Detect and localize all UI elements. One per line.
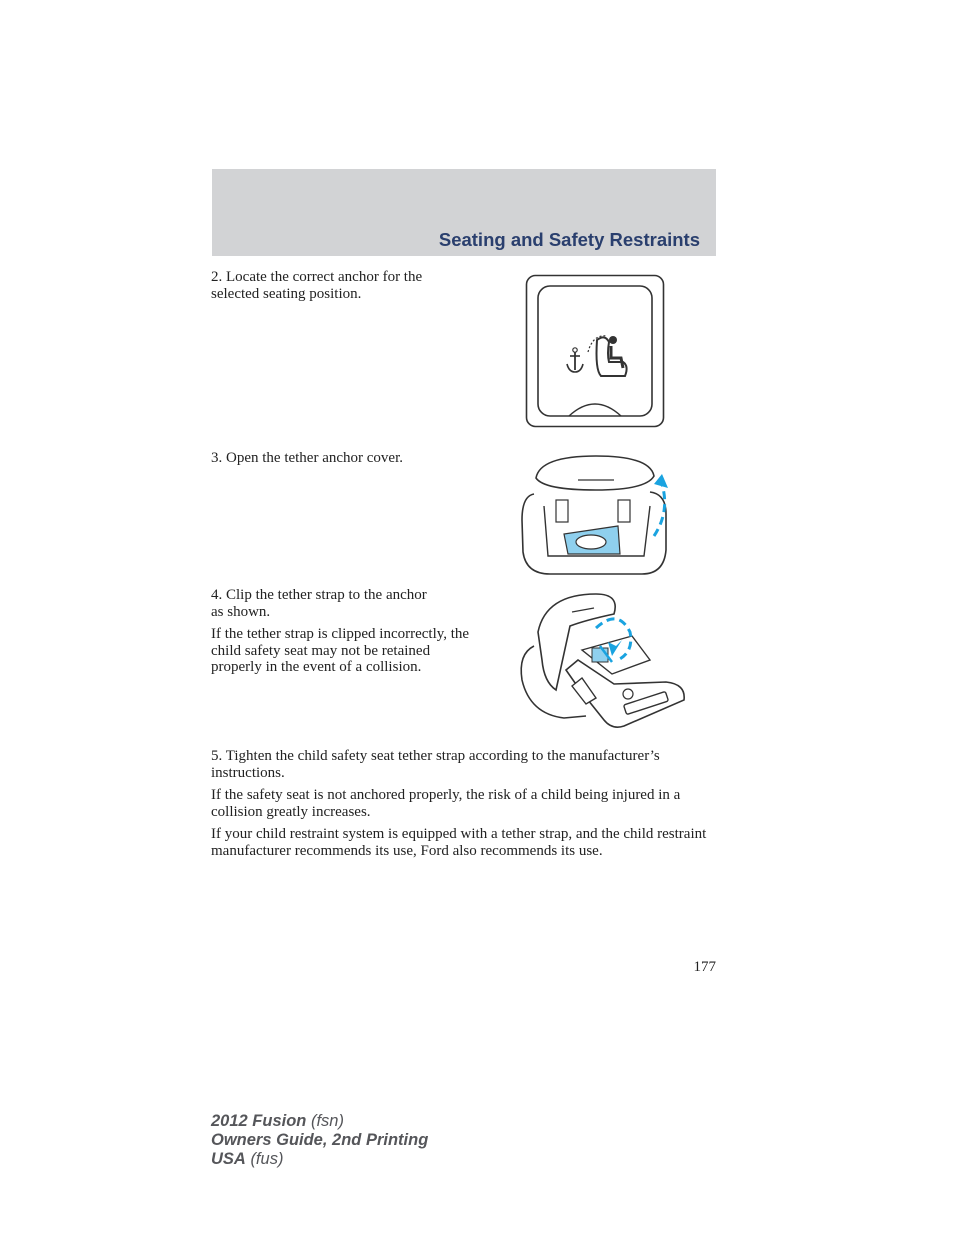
- anchoring-risk-text: If the safety seat is not anchored properly, the risk of a child being injured in a collision greatly increases.: [211, 787, 681, 820]
- step-4-warning-text: If the tether strap is clipped incorrectly, the child safety seat may not be retained properly in the event of a collision.: [211, 626, 470, 675]
- page-number: 177: [693, 959, 716, 975]
- step-4-text: 4. Clip the tether strap to the anchor as shown.: [211, 587, 427, 620]
- footer-region: USA: [211, 1150, 246, 1168]
- step-3-text: 3. Open the tether anchor cover.: [211, 450, 404, 466]
- section-title: Seating and Safety Restraints: [438, 229, 700, 250]
- step-5-text: 5. Tighten the child safety seat tether strap according to the manufacturer’s instructions.: [211, 748, 660, 781]
- document-footer: [211, 1112, 428, 1169]
- footer-region-code: (fus): [250, 1150, 284, 1168]
- footer-line-1: [211, 1112, 428, 1131]
- section-header: [212, 169, 716, 256]
- tether-recommendation-text: If your child restraint system is equipped with a tether strap, and the child restraint manufacturer recommends its use, Ford also recommends its use.: [211, 826, 707, 859]
- footer-line-3: [211, 1150, 428, 1169]
- footer-line-2: Owners Guide, 2nd Printing: [211, 1131, 429, 1149]
- clip-tether-strap-illustration: [516, 590, 688, 732]
- step-2-text: 2. Locate the correct anchor for the selected seating position.: [211, 269, 423, 302]
- open-anchor-cover-illustration: [520, 450, 672, 578]
- footer-model: 2012 Fusion: [211, 1112, 307, 1130]
- footer-model-code: (fsn): [310, 1112, 344, 1130]
- tether-anchor-cover-illustration: [525, 274, 665, 428]
